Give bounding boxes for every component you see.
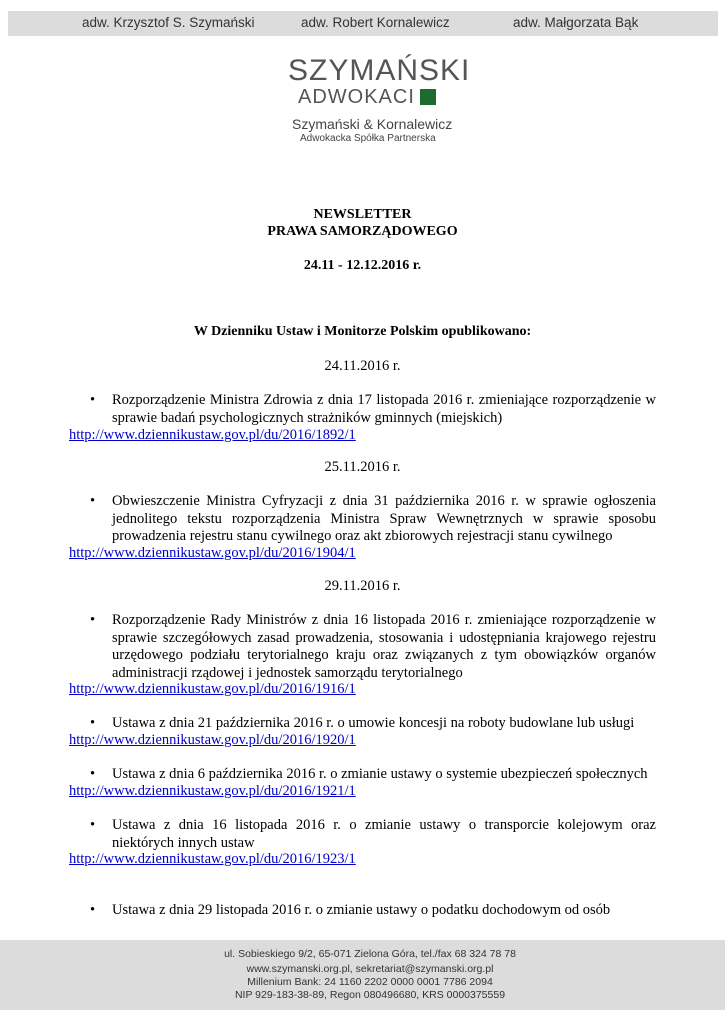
lawyer-name: adw. Krzysztof S. Szymański — [82, 15, 255, 30]
footer-bank: Millenium Bank: 24 1160 2202 0000 0001 7786 2094 — [247, 976, 493, 988]
entry-text: • Rozporządzenie Ministra Zdrowia z dnia 17 listopada 2016 r. zmieniające rozporządzenie w sprawie badań psychologicznych strażników gminnych (miejskich) — [112, 392, 656, 427]
entry-text: • Ustawa z dnia 16 listopada 2016 r. o zmianie ustawy o transporcie kolejowym oraz niektórych innych ustaw — [112, 817, 656, 852]
logo-sub: ADWOKACI — [298, 86, 415, 108]
entry-link[interactable]: http://www.dziennikustaw.gov.pl/du/2016/1921/1 — [69, 783, 356, 799]
lawyer-name: adw. Robert Kornalewicz — [301, 15, 450, 30]
entry-date: 29.11.2016 r. — [324, 578, 401, 594]
footer-address: ul. Sobieskiego 9/2, 65-071 Zielona Góra, tel./fax 68 324 78 78 — [224, 948, 516, 960]
logo-name: SZYMAŃSKI — [288, 54, 471, 87]
footer-contact: www.szymanski.org.pl, sekretariat@szymanski.org.pl — [246, 963, 494, 975]
header-bar — [8, 11, 718, 36]
newsletter-title: NEWSLETTER — [313, 207, 412, 222]
entry-link[interactable]: http://www.dziennikustaw.gov.pl/du/2016/1892/1 — [69, 427, 356, 443]
newsletter-subtitle: PRAWA SAMORZĄDOWEGO — [267, 224, 458, 239]
entry-text: • Rozporządzenie Rady Ministrów z dnia 16 listopada 2016 r. zmieniające rozporządzenie w sprawie szczegółowych zasad prowadzenia, stosowania i udostępniania krajowego rejestru urzędowego podziału terytorialnego kraju oraz związanych z tym obowiązków organów administracji rządowej i jednostek samorządu terytorialnego — [112, 612, 656, 682]
entry-text: • Ustawa z dnia 6 października 2016 r. o zmianie ustawy o systemie ubezpieczeń społecznych — [112, 766, 656, 784]
entry-text: • Ustawa z dnia 21 października 2016 r. o umowie koncesji na roboty budowlane lub usługi — [112, 715, 656, 733]
firm-logo — [288, 54, 471, 144]
entry-link[interactable]: http://www.dziennikustaw.gov.pl/du/2016/1904/1 — [69, 545, 356, 561]
footer-ids: NIP 929-183-38-89, Regon 080496680, KRS 0000375559 — [234, 989, 506, 1001]
section-heading: W Dzienniku Ustaw i Monitorze Polskim opublikowano: — [193, 324, 532, 339]
entry-text: • Ustawa z dnia 29 listopada 2016 r. o zmianie ustawy o podatku dochodowym od osób — [112, 902, 656, 920]
entry-date: 25.11.2016 r. — [324, 459, 401, 475]
entry-text: • Obwieszczenie Ministra Cyfryzacji z dnia 31 października 2016 r. w sprawie ogłoszenia jednolitego tekstu rozporządzenia Ministra Spraw Wewnętrznych w sprawie sposobu prowadzenia rejestru stanu cywilnego oraz akt zbiorowych rejestracji stanu cywilnego — [112, 493, 656, 546]
newsletter-period: 24.11 - 12.12.2016 r. — [303, 258, 422, 273]
lawyer-name: adw. Małgorzata Bąk — [513, 15, 639, 30]
entry-link[interactable]: http://www.dziennikustaw.gov.pl/du/2016/1923/1 — [69, 851, 356, 867]
footer — [0, 940, 725, 1010]
entry-date: 24.11.2016 r. — [324, 358, 401, 374]
logo-square-icon — [420, 89, 436, 105]
entry-link[interactable]: http://www.dziennikustaw.gov.pl/du/2016/1920/1 — [69, 732, 356, 748]
firm-type: Adwokacka Spółka Partnerska — [300, 133, 436, 144]
firm-name: Szymański & Kornalewicz — [292, 116, 453, 132]
entry-link[interactable]: http://www.dziennikustaw.gov.pl/du/2016/1916/1 — [69, 681, 356, 697]
